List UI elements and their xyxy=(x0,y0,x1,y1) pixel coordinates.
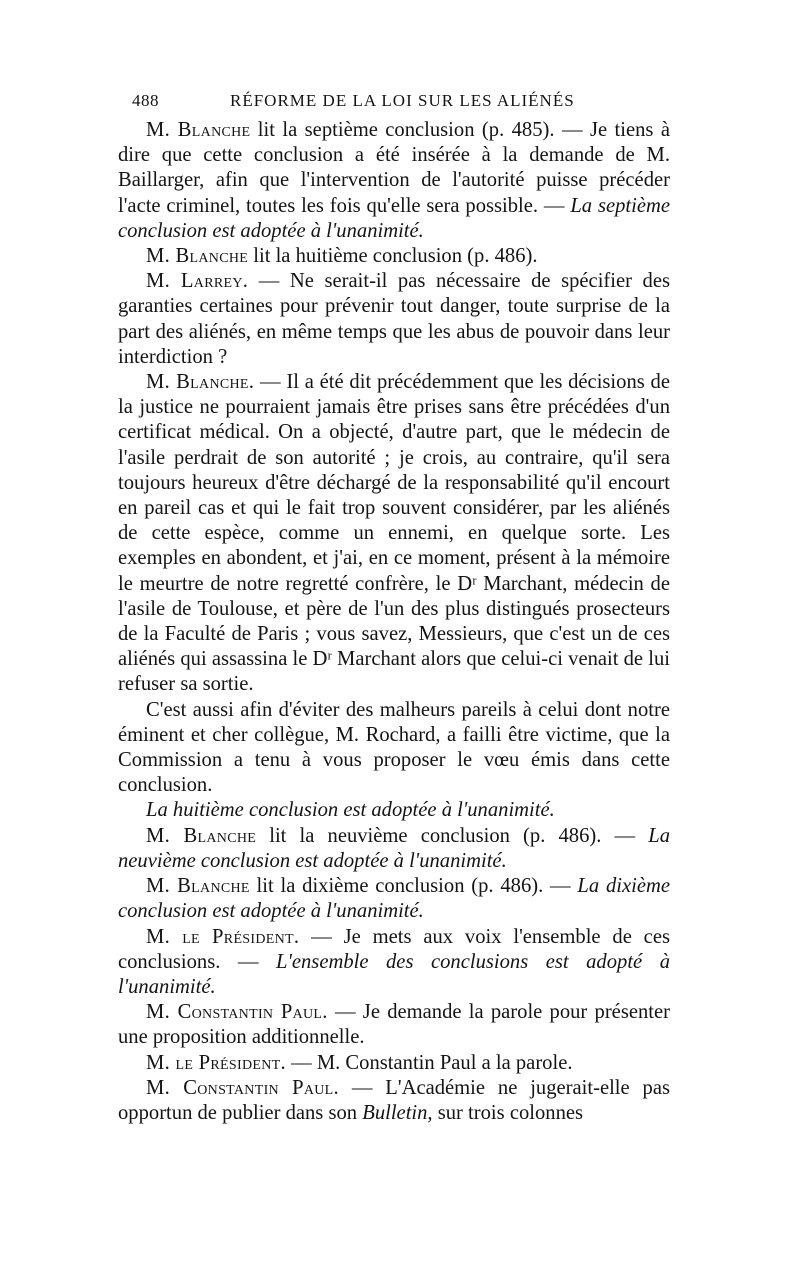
paragraph-text: lit la huitième conclusion (p. 486). xyxy=(248,245,538,268)
paragraph-text: — Je demande la parole pour présenter une proposition additionnelle. xyxy=(118,1001,670,1049)
speaker-name: M. Blanche. xyxy=(146,371,255,394)
paragraph-text: — M. Constantin Paul a la parole. xyxy=(285,1051,573,1074)
adoption-note: La neuvième conclusion est adoptée à l'unanimité. xyxy=(118,824,670,872)
paragraph-text: lit la neuvième conclusion (p. 486). — xyxy=(256,824,649,847)
paragraph-tenth-conclusion xyxy=(118,874,670,924)
paragraph-text-tail: sur trois colonnes xyxy=(432,1101,584,1124)
paragraph-text: C'est aussi afin d'éviter des malheurs pareils à celui dont notre éminent et cher collègue, M. Rochard, a failli être victime, que la Commission a tenu à vous proposer le vœu émis dans cette conclusion. xyxy=(118,698,670,797)
body-text xyxy=(118,118,670,1126)
speaker-name: M. le Président. xyxy=(146,1051,286,1074)
paragraph-text: — Il a été dit précédemment que les décisions de la justice ne pourraient jamais être prises sans être précédées d'un certificat médical. On a objecté, d'autre part, que le médecin de l'asile perdrait de son autorité ; je crois, au contraire, qu'il sera toujours heureux d'être déchargé de la responsabilité qu'il encourt en pareil cas et qui le fait trop souvent considérer, par les aliénés de cette espèce, comme un ennemi, en quelque sorte. Les exemples en abondent, et j'ai, en ce moment, présent à la mémoire le meurtre de notre regretté confrère, le Dʳ Marchant, médecin de l'asile de Toulouse, et père de l'un des plus distingués prosecteurs de la Faculté de Paris ; vous savez, Messieurs, que c'est un de ces aliénés qui assassina le Dʳ Marchant alors que celui-ci venait de lui refuser sa sortie. xyxy=(118,371,670,696)
bulletin-title: Bulletin, xyxy=(362,1101,433,1124)
paragraph-blanche-reply xyxy=(118,370,670,698)
paragraph-text: lit la septième conclusion (p. 485). — Je tiens à dire que cette conclusion a été insérée à la demande de M. Baillarger, afin que l'intervention de l'autorité puisse précéder l'acte criminel, toutes les fois qu'elle sera possible. — xyxy=(118,119,670,217)
speaker-name: M. le Président. xyxy=(146,925,300,948)
paragraph-larrey xyxy=(118,269,670,370)
adoption-note: La dixième conclusion est adoptée à l'unanimité. xyxy=(118,875,670,923)
paragraph-constantin-paul-request xyxy=(118,1000,670,1050)
paragraph-text: — L'Académie ne jugerait-elle pas opportun de publier dans son xyxy=(118,1076,670,1124)
speaker-name: M. Constantin Paul. xyxy=(146,1001,328,1024)
paragraph-text: — Ne serait-il pas nécessaire de spécifier des garanties certaines pour prévenir tout danger, toute surprise de la part des aliénés, en même temps que les abus de pouvoir dans leur interdiction ? xyxy=(118,270,670,368)
speaker-name: M. Blanche xyxy=(146,875,250,898)
running-head xyxy=(120,86,668,116)
page-number: 488 xyxy=(132,91,159,110)
paragraph-commission xyxy=(118,698,670,799)
paragraph-president-vote xyxy=(118,925,670,1001)
paragraph-text: lit la dixième conclusion (p. 486). — xyxy=(249,875,578,898)
speaker-name: M. Constantin Paul. xyxy=(146,1076,339,1099)
speaker-name: M. Blanche xyxy=(146,119,251,141)
adoption-note: La septième conclusion est adoptée à l'unanimité. xyxy=(118,194,670,242)
paragraph-ninth-conclusion xyxy=(118,824,670,874)
speaker-name: M. Blanche xyxy=(146,245,249,268)
paragraph-eighth-adopted xyxy=(118,798,670,823)
running-title: RÉFORME DE LA LOI SUR LES ALIÉNÉS xyxy=(230,91,575,110)
paragraph-seventh-conclusion xyxy=(118,118,670,244)
paragraph-text: — Je mets aux voix l'ensemble de ces conclusions. — xyxy=(118,925,670,973)
paragraph-constantin-paul-proposal xyxy=(118,1076,670,1126)
adoption-note: La huitième conclusion est adoptée à l'unanimité. xyxy=(146,799,555,822)
paragraph-president-gives-floor xyxy=(118,1051,670,1076)
speaker-name: M. Larrey. xyxy=(146,270,249,293)
adoption-note: L'ensemble des conclusions est adopté à l'unanimité. xyxy=(118,950,670,998)
paragraph-eighth-conclusion xyxy=(118,244,670,269)
speaker-name: M. Blanche xyxy=(146,824,257,847)
